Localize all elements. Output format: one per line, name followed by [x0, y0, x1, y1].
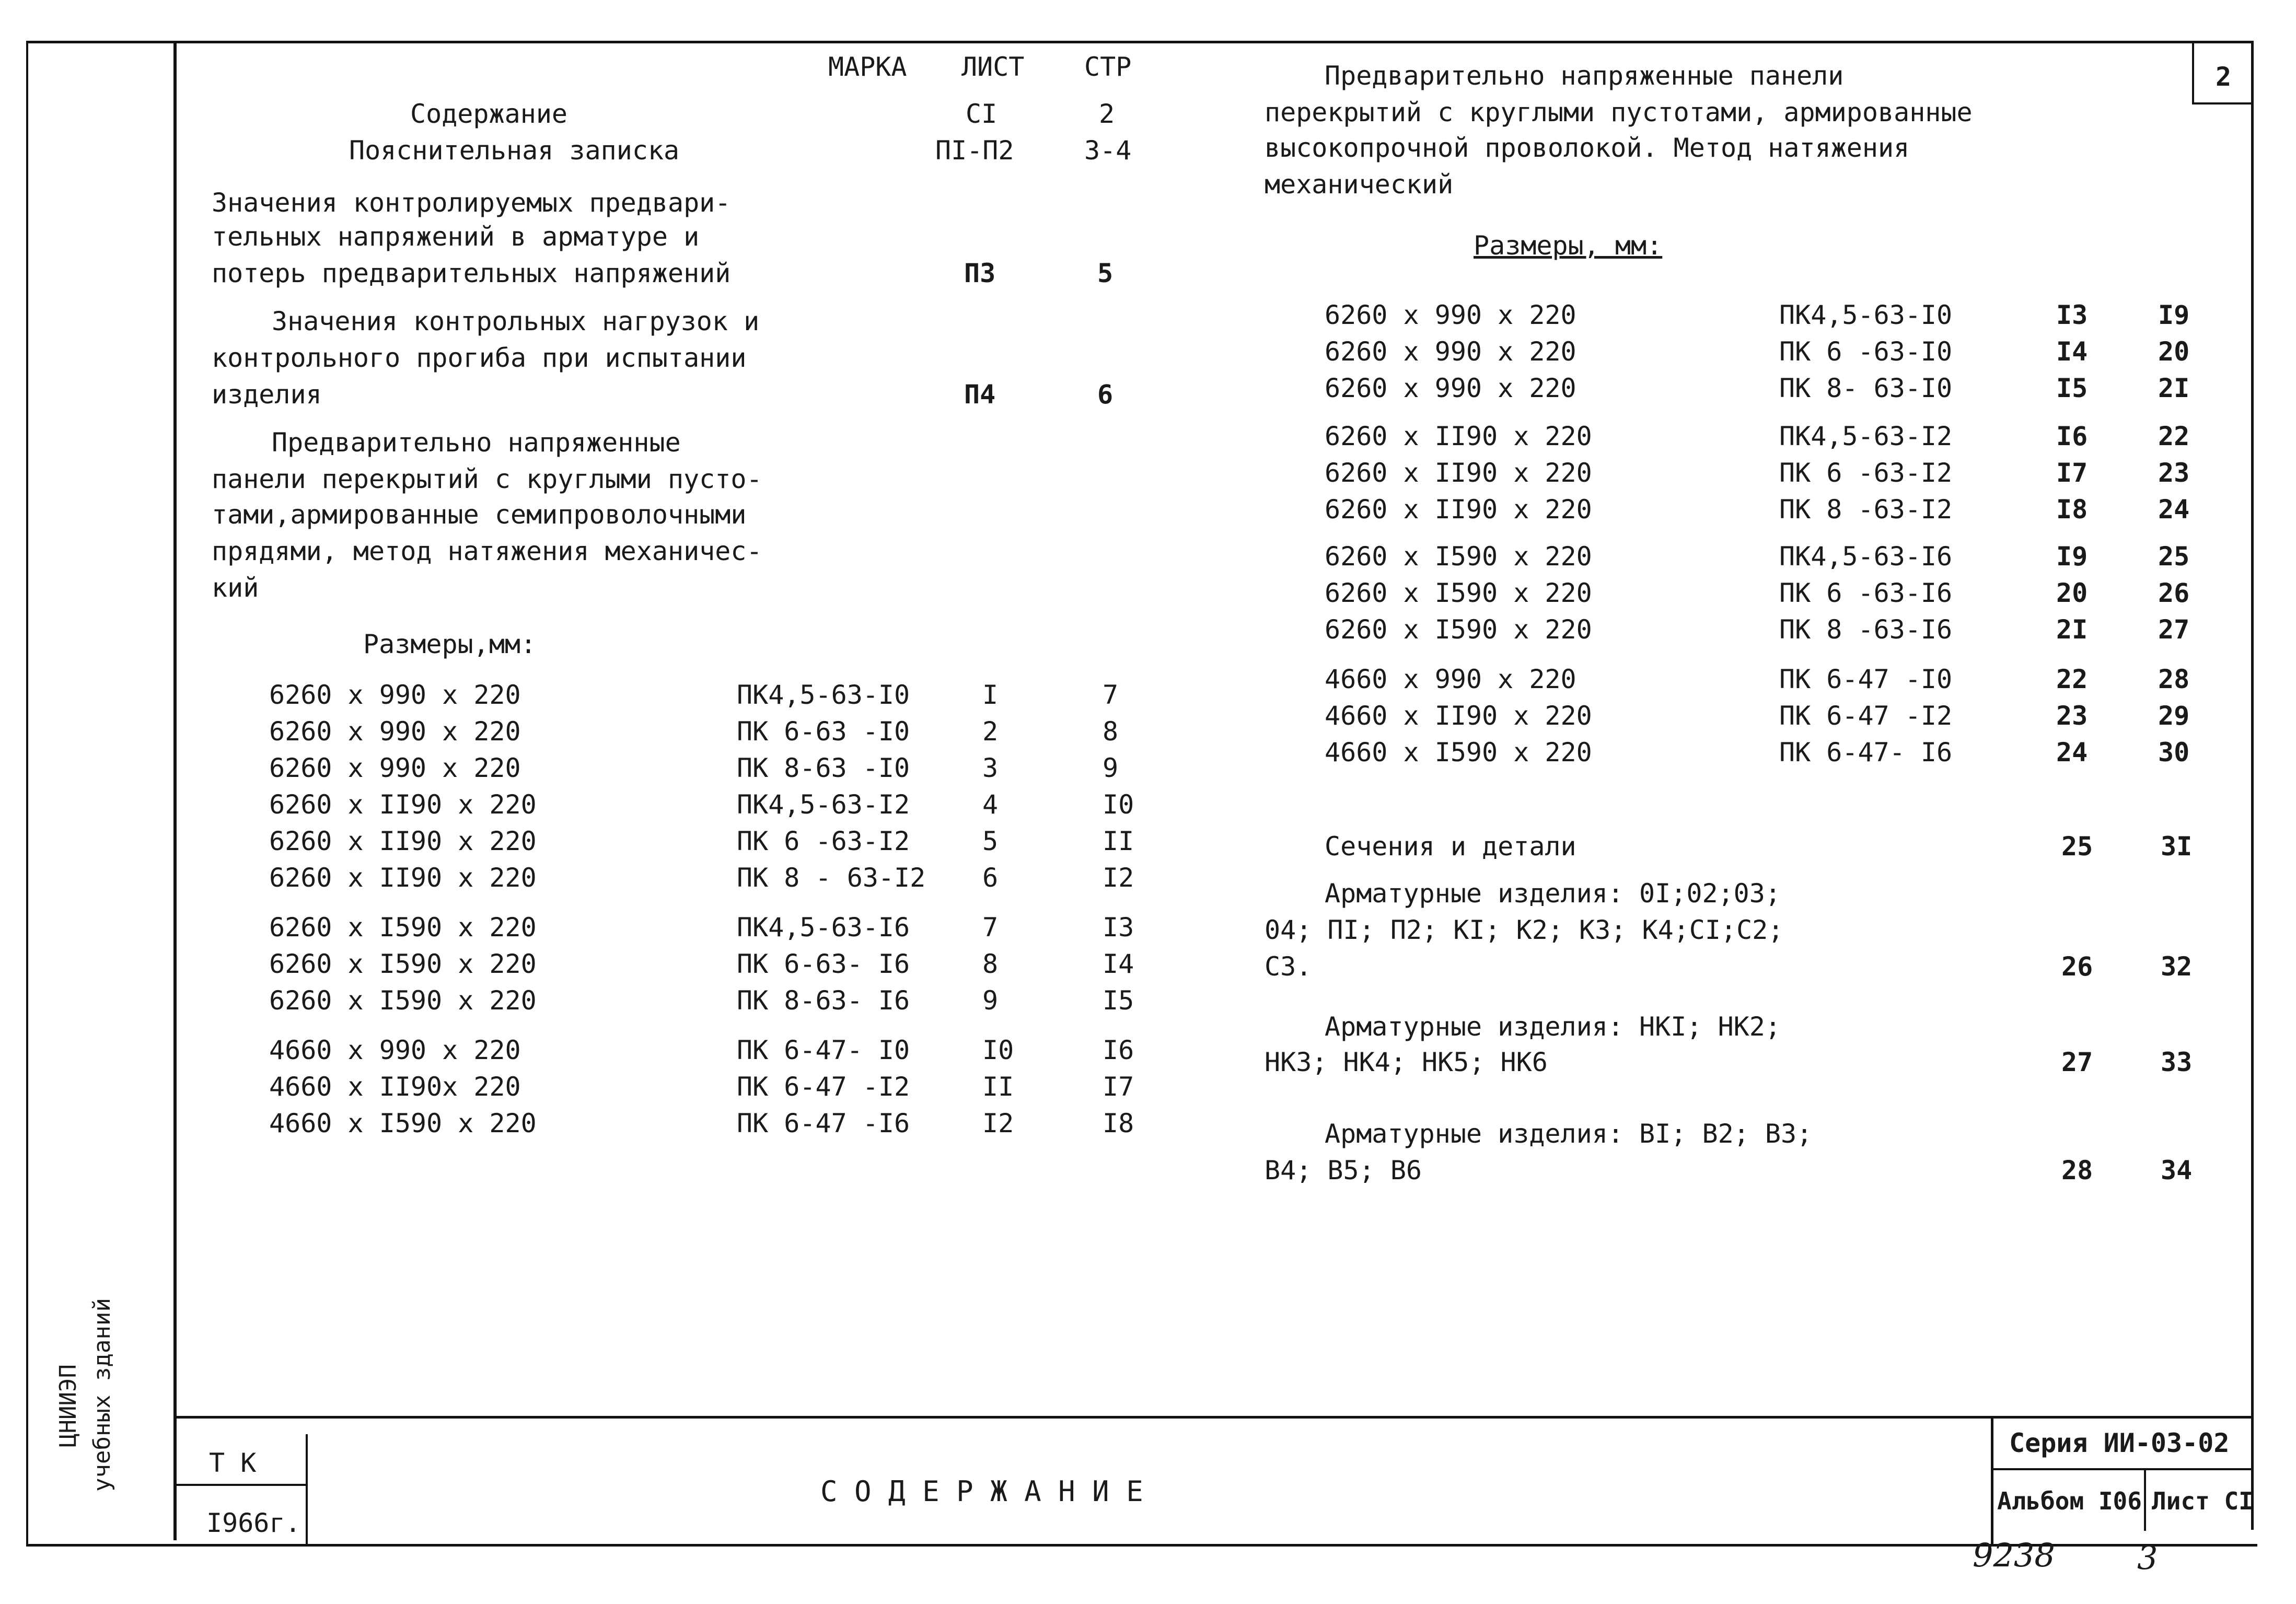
handwritten-number: 9238	[1973, 1536, 2055, 1574]
toc-contents-page: 2	[1099, 99, 1115, 129]
title-block-div3	[2144, 1469, 2146, 1531]
page-number-box-left	[2192, 41, 2194, 103]
table-cell-page: 28	[2158, 664, 2190, 694]
table-cell-page: 8	[1103, 716, 1119, 747]
table-cell-list: I4	[2056, 336, 2088, 367]
table-cell-mark: ПК4,5-63-I0	[1779, 300, 1953, 330]
title-block-div2	[1991, 1416, 1993, 1544]
table-cell-size: 6260 x II90 x 220	[269, 826, 537, 856]
table-cell-list: 3	[982, 753, 999, 783]
table-cell-size: 6260 x II90 x 220	[269, 863, 537, 893]
right-title-line3: высокопрочной проволокой. Метод натяжения	[1265, 133, 1910, 163]
table-cell-list: I0	[982, 1035, 1014, 1065]
table-cell-page: 9	[1103, 753, 1119, 783]
table-cell-page: I0	[1103, 789, 1134, 820]
section3-line5: кий	[212, 573, 259, 603]
table-cell-list: 5	[982, 826, 999, 856]
table-cell-mark: ПК 6-63 -I0	[737, 716, 910, 747]
table-cell-size: 4660 x I590 x 220	[269, 1108, 537, 1138]
table-cell-mark: ПК 6-47 -I2	[737, 1072, 910, 1102]
table-cell-list: 2	[982, 716, 999, 747]
table-cell-size: 6260 x I590 x 220	[269, 949, 537, 979]
armature3-line1: Арматурные изделия: ВI; В2; В3;	[1325, 1119, 1813, 1149]
table-cell-size: 6260 x 990 x 220	[1325, 373, 1576, 403]
right-sizes-label: Размеры, мм:	[1474, 230, 1663, 261]
table-cell-size: 4660 x 990 x 220	[269, 1035, 521, 1065]
title-block-org: Т К	[209, 1448, 257, 1478]
table-cell-size: 4660 x II90x 220	[269, 1072, 521, 1102]
table-cell-page: 22	[2158, 421, 2190, 451]
table-cell-page: 7	[1103, 680, 1119, 710]
table-cell-mark: ПК 8 - 63-I2	[737, 863, 926, 893]
table-cell-size: 6260 x II90 x 220	[269, 789, 537, 820]
table-cell-size: 6260 x I590 x 220	[269, 912, 537, 943]
section1-line3: потерь предварительных напряжений	[212, 258, 731, 288]
title-block-album: Альбом I06	[1997, 1487, 2142, 1515]
table-cell-page: I3	[1103, 912, 1134, 943]
armature2-page: 33	[2161, 1047, 2193, 1077]
table-cell-list: 22	[2056, 664, 2088, 694]
side-stamp-dept: учебных зданий	[89, 1298, 115, 1492]
table-cell-page: 20	[2158, 336, 2190, 367]
table-cell-mark: ПК 6-47- I0	[737, 1035, 910, 1065]
table-cell-size: 6260 x I590 x 220	[269, 985, 537, 1016]
table-cell-size: 6260 x II90 x 220	[1325, 458, 1592, 488]
table-cell-mark: ПК 8 -63-I2	[1779, 494, 1953, 525]
table-cell-mark: ПК 6 -63-I0	[1779, 336, 1953, 367]
armature2-line2: НК3; НК4; НК5; НК6	[1265, 1047, 1548, 1077]
section2-line3: изделия	[212, 379, 322, 410]
table-cell-mark: ПК 8-63- I6	[737, 985, 910, 1016]
armature1-list: 26	[2061, 951, 2093, 982]
table-cell-list: I	[982, 680, 999, 710]
table-cell-list: II	[982, 1072, 1014, 1102]
table-cell-mark: ПК 6-63- I6	[737, 949, 910, 979]
table-cell-page: 23	[2158, 458, 2190, 488]
section1-line1: Значения контролируемых предвари-	[212, 188, 731, 218]
table-cell-list: I6	[2056, 421, 2088, 451]
table-cell-list: 2I	[2056, 614, 2088, 645]
armature3-list: 28	[2061, 1155, 2093, 1185]
table-cell-size: 6260 x 990 x 220	[269, 753, 521, 783]
armature1-line2: 04; ПI; П2; КI; К2; К3; К4;СI;С2;	[1265, 915, 1784, 945]
title-block-year: I966г.	[206, 1508, 301, 1538]
table-cell-page: I7	[1103, 1072, 1134, 1102]
table-cell-page: I8	[1103, 1108, 1134, 1138]
table-cell-page: 26	[2158, 578, 2190, 608]
table-cell-mark: ПК4,5-63-I6	[737, 912, 910, 943]
section1-page: 5	[1097, 258, 1114, 288]
table-cell-size: 6260 x 990 x 220	[1325, 300, 1576, 330]
table-cell-list: 20	[2056, 578, 2088, 608]
table-cell-page: I9	[2158, 300, 2190, 330]
toc-contents-title: Содержание	[410, 99, 568, 129]
table-cell-list: 9	[982, 985, 999, 1016]
table-cell-page: I4	[1103, 949, 1134, 979]
header-str: СТР	[1084, 52, 1132, 82]
section2-list: П4	[964, 379, 996, 410]
table-cell-size: 6260 x I590 x 220	[1325, 541, 1592, 572]
table-cell-mark: ПК 6 -63-I2	[737, 826, 910, 856]
table-cell-list: I2	[982, 1108, 1014, 1138]
table-cell-list: 24	[2056, 737, 2088, 768]
table-cell-mark: ПК 8- 63-I0	[1779, 373, 1953, 403]
table-cell-page: 29	[2158, 701, 2190, 731]
table-cell-page: I6	[1103, 1035, 1134, 1065]
section2-line2: контрольного прогиба при испытании	[212, 343, 747, 373]
right-title-line4: механический	[1265, 169, 1454, 200]
armature2-list: 27	[2061, 1047, 2093, 1077]
handwritten-page: 3	[2137, 1539, 2158, 1577]
armature1-line1: Арматурные изделия: 0I;02;03;	[1325, 878, 1781, 909]
table-cell-mark: ПК 6 -63-I2	[1779, 458, 1953, 488]
table-cell-mark: ПК4,5-63-I2	[1779, 421, 1953, 451]
armature1-page: 32	[2161, 951, 2193, 982]
title-block-div1	[306, 1434, 308, 1544]
section2-line1: Значения контрольных нагрузок и	[272, 306, 760, 336]
section3-line3: тами,армированные семипроволочными	[212, 499, 747, 530]
table-cell-size: 6260 x II90 x 220	[1325, 494, 1592, 525]
table-cell-mark: ПК 6-47 -I0	[1779, 664, 1953, 694]
table-cell-mark: ПК 6-47- I6	[1779, 737, 1953, 768]
section1-list: П3	[964, 258, 996, 288]
table-cell-list: 6	[982, 863, 999, 893]
table-cell-mark: ПК 6 -63-I6	[1779, 578, 1953, 608]
sections-details-title: Сечения и детали	[1325, 831, 1576, 862]
table-cell-page: 24	[2158, 494, 2190, 525]
armature1-line3: С3.	[1265, 951, 1312, 982]
table-cell-page: 30	[2158, 737, 2190, 768]
table-cell-size: 6260 x I590 x 220	[1325, 614, 1592, 645]
title-block-series: Серия ИИ-03-02	[2009, 1428, 2230, 1458]
header-marka: МАРКА	[828, 52, 907, 82]
table-cell-mark: ПК4,5-63-I6	[1779, 541, 1953, 572]
page-number: 2	[2216, 62, 2232, 92]
title-block-sheet: Лист СI	[2152, 1487, 2253, 1515]
table-cell-size: 6260 x II90 x 220	[1325, 421, 1592, 451]
sections-details-page: 3I	[2161, 831, 2193, 862]
table-cell-list: 8	[982, 949, 999, 979]
header-list: ЛИСТ	[961, 52, 1025, 82]
table-cell-mark: ПК 6-47 -I6	[737, 1108, 910, 1138]
table-cell-size: 4660 x 990 x 220	[1325, 664, 1576, 694]
title-block-h2	[1991, 1468, 2252, 1470]
table-cell-page: I2	[1103, 863, 1134, 893]
section3-line4: прядями, метод натяжения механичес-	[212, 536, 762, 566]
outer-frame-top	[26, 41, 2252, 43]
toc-note-page: 3-4	[1084, 135, 1132, 166]
armature3-line2: В4; В5; В6	[1265, 1155, 1422, 1185]
inner-frame-left	[173, 41, 177, 1540]
table-cell-size: 6260 x 990 x 220	[1325, 336, 1576, 367]
table-cell-page: 25	[2158, 541, 2190, 572]
section3-line2: панели перекрытий с круглыми пусто-	[212, 464, 762, 494]
title-block-top	[173, 1416, 2253, 1419]
table-cell-page: 2I	[2158, 373, 2190, 403]
table-cell-size: 6260 x I590 x 220	[1325, 578, 1592, 608]
table-cell-list: I3	[2056, 300, 2088, 330]
section3-line1: Предварительно напряженные	[272, 427, 681, 458]
section1-line2: тельных напряжений в арматуре и	[212, 222, 700, 252]
table-cell-list: 7	[982, 912, 999, 943]
table-cell-list: 4	[982, 789, 999, 820]
table-cell-list: I5	[2056, 373, 2088, 403]
page-number-box-bottom	[2192, 102, 2254, 104]
outer-frame-left	[26, 41, 28, 1545]
table-cell-mark: ПК4,5-63-I0	[737, 680, 910, 710]
toc-note-list: ПI-П2	[935, 135, 1014, 166]
title-block-title: С О Д Е Р Ж А Н И Е	[820, 1475, 1143, 1508]
sections-details-list: 25	[2061, 831, 2093, 862]
table-cell-size: 4660 x I590 x 220	[1325, 737, 1592, 768]
title-block-h1	[173, 1484, 307, 1486]
table-cell-list: I7	[2056, 458, 2088, 488]
right-title-line1: Предварительно напряженные панели	[1325, 61, 1844, 91]
right-title-line2: перекрытий с круглыми пустотами, армированные	[1265, 97, 1973, 127]
table-cell-page: I5	[1103, 985, 1134, 1016]
section2-page: 6	[1097, 379, 1114, 410]
frame-bottom	[26, 1544, 2257, 1547]
toc-contents-list: СI	[966, 99, 998, 129]
table-cell-list: I8	[2056, 494, 2088, 525]
table-cell-mark: ПК 6-47 -I2	[1779, 701, 1953, 731]
frame-right	[2251, 41, 2254, 1530]
table-cell-size: 4660 x II90 x 220	[1325, 701, 1592, 731]
table-cell-list: 23	[2056, 701, 2088, 731]
armature2-line1: Арматурные изделия: НКI; НК2;	[1325, 1012, 1781, 1042]
armature3-page: 34	[2161, 1155, 2193, 1185]
table-cell-mark: ПК 8 -63-I6	[1779, 614, 1953, 645]
table-cell-list: I9	[2056, 541, 2088, 572]
table-cell-page: 27	[2158, 614, 2190, 645]
table-cell-page: II	[1103, 826, 1134, 856]
table-cell-mark: ПК 8-63 -I0	[737, 753, 910, 783]
table-cell-size: 6260 x 990 x 220	[269, 680, 521, 710]
toc-note-title: Пояснительная записка	[349, 135, 680, 166]
side-stamp-org: ЦНИИЭП	[55, 1364, 82, 1447]
left-sizes-label: Размеры,мм:	[363, 629, 537, 659]
table-cell-mark: ПК4,5-63-I2	[737, 789, 910, 820]
table-cell-size: 6260 x 990 x 220	[269, 716, 521, 747]
